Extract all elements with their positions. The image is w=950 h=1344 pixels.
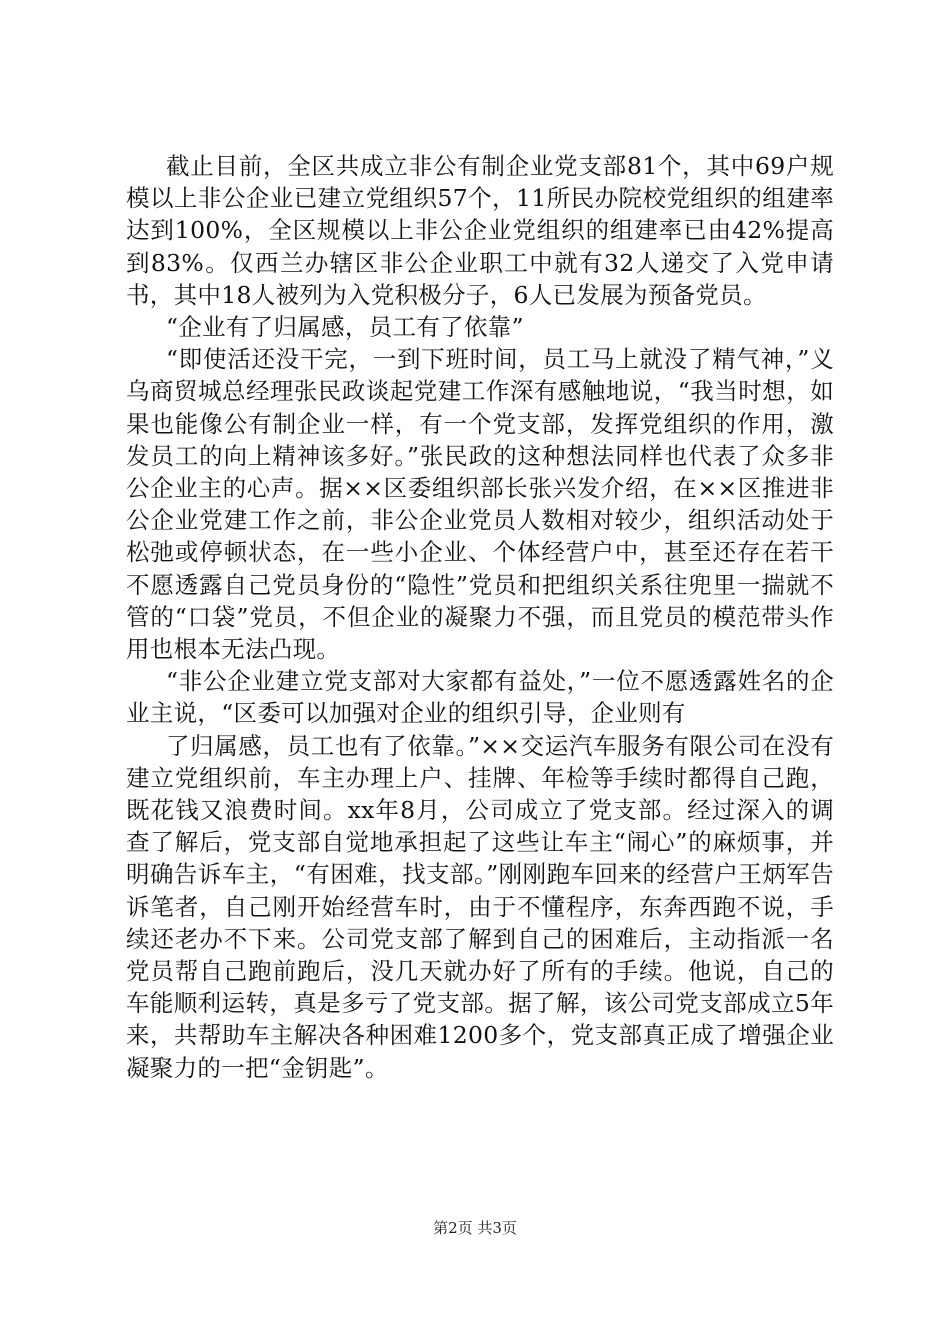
paragraph-statistics: 截止目前，全区共成立非公有制企业党支部81个，其中69户规模以上非公企业已建立党组织57个，11所民办院校党组织的组建率达到100%，全区规模以上非公企业党组织的组建率已由42%提高到83%。仅西兰办辖区非公企业职工中就有32人递交了入党申请书，其中18人被列为入党积极分子，6人已发展为预备党员。 <box>126 152 834 309</box>
page-footer: 第2页 共3页 <box>433 1219 517 1237</box>
paragraph-quote-zhang: “即使活还没干完，一到下班时间，员工马上就没了精气神，”义乌商贸城总经理张民政谈起党建工作深有感触地说，“我当时想，如果也能像公有制企业一样，有一个党支部，发挥党组织的作用，激发员工的向上精神该多好。”张民政的这种想法同样也代表了众多非公企业主的心声。据××区委组织部长张兴发介绍，在××区推进非公企业党建工作之前，非公企业党员人数相对较少，组织活动处于松弛或停顿状态，在一些小企业、个体经营户中，甚至还存在若干不愿透露自己党员身份的“隐性”党员和把组织关系往兜里一揣就不管的“口袋”党员，不但企业的凝聚力不强，而且党员的模范带头作用也根本无法凸现。 <box>126 345 834 664</box>
paragraph-transport-company: 了归属感，员工也有了依靠。”××交运汽车服务有限公司在没有建立党组织前，车主办理上户、挂牌、年检等手续时都得自己跑，既花钱又浪费时间。xx年8月，公司成立了党支部。经过深入的调查了解后，党支部自觉地承担起了这些让车主“闹心”的麻烦事，并明确告诉车主，“有困难，找支部。”刚刚跑车回来的经营户王炳军告诉笔者，自己刚开始经营车时，由于不懂程序，东奔西跑不说，手续还老办不下来。公司党支部了解到自己的困难后，主动指派一名党员帮自己跑前跑后，没几天就办好了所有的手续。他说，自己的车能顺利运转，真是多亏了党支部。据了解，该公司党支部成立5年来，共帮助车主解决各种困难1200多个，党支部真正成了增强企业凝聚力的一把“金钥匙”。 <box>126 731 834 1082</box>
paragraph-quote-owner: “非公企业建立党支部对大家都有益处，”一位不愿透露姓名的企业主说，“区委可以加强对企业的组织引导，企业则有 <box>126 667 834 728</box>
section-heading: “企业有了归属感，员工有了依靠” <box>165 313 524 342</box>
document-body <box>126 150 834 1084</box>
